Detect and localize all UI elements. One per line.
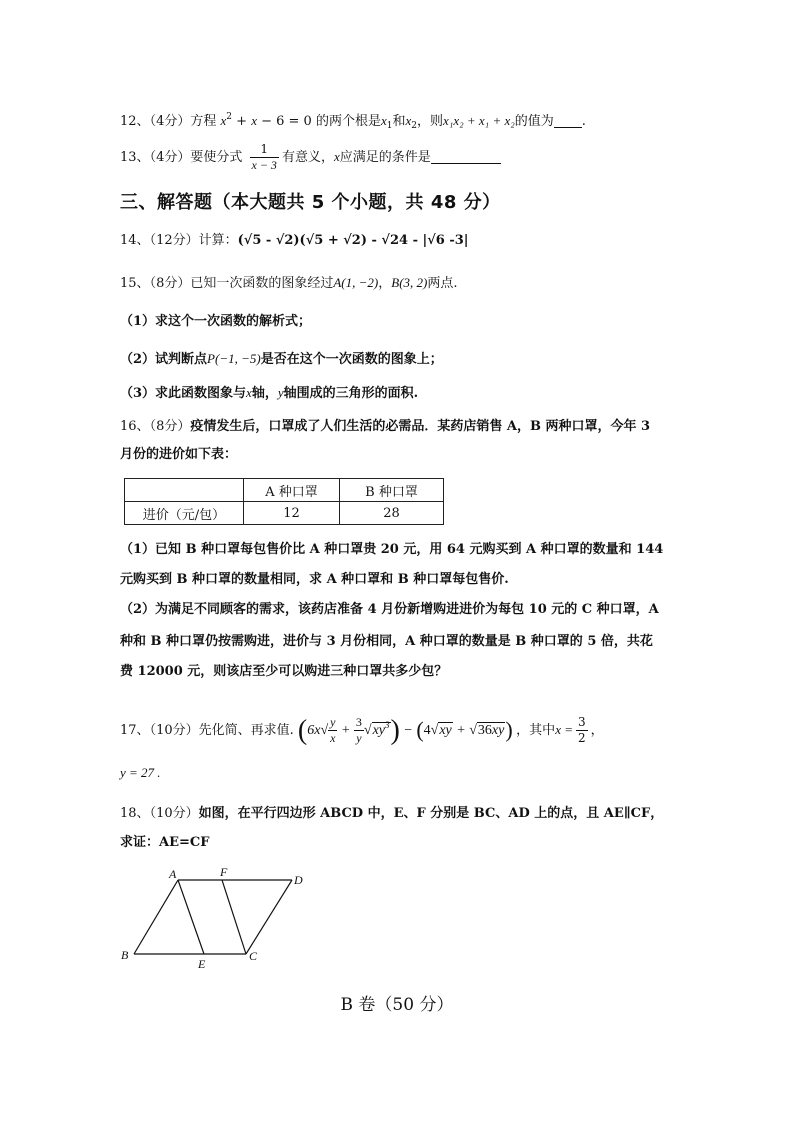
question-16: 16、（8分）疫情发生后，口罩成了人们生活的必需品．某药店销售 A，B 两种口罩，今年 3 [120, 419, 651, 434]
answer-blank [554, 113, 582, 128]
question-16-part-2-line-1: （2）为满足不同顾客的需求，该药店准备 4 月份新增购进进价为每包 10 元的 C 种口罩，A [120, 602, 659, 617]
question-text: 轴， [251, 386, 278, 401]
question-text: ，其中 [516, 723, 556, 738]
table-row-label: 进价（元/包） [125, 502, 244, 525]
question-score: （8分） [149, 276, 191, 291]
question-text: 的两个根是 [315, 114, 381, 129]
vertex-label-b: B [121, 948, 129, 962]
math-var: x [220, 113, 227, 128]
question-12: 12、（4分）方程 $x^2 + x - 6 = 0$ 的两个根是$x_1$和$x_2$，则x₁x₂ + x₁ + x₂的值为 . [120, 112, 586, 131]
question-15-part-2 [120, 350, 443, 369]
point-p: P(−1, −5) [207, 351, 261, 366]
question-text: ， [590, 723, 604, 738]
question-17: 17、（10分）先化简、再求值. (6x√ $\frac{y}{x}$ + $\frac{3}{y}$ $√xy^3) - (4√xy + √36xy)$ ，其中x = $\frac{3}{2}$ ， [120, 715, 604, 746]
table-row [125, 502, 444, 525]
question-text: 方程 [190, 114, 217, 129]
vertex-label-a: A [169, 867, 177, 881]
parallelogram-figure [112, 862, 312, 974]
table-cell: 12 [244, 502, 340, 525]
table-header-cell [125, 479, 244, 502]
math-var: y [277, 385, 284, 400]
vertex-label-f: F [220, 865, 228, 879]
question-18-line-2: 求证：AE=CF [120, 835, 210, 850]
math-op: − 6 = 0 [256, 114, 312, 129]
segment-dc [246, 880, 292, 954]
question-text: （2）试判断点 [120, 352, 208, 367]
question-15-part-3 [120, 384, 418, 403]
question-score: （12分） [149, 233, 199, 248]
math-subscript: 1 [386, 121, 393, 131]
question-text: 和 [392, 114, 406, 129]
question-score: （10分） [149, 723, 199, 738]
question-text: 的值为 [514, 114, 554, 129]
question-text: 要使分式 [190, 150, 243, 165]
fraction [576, 715, 588, 746]
question-17-y-value: y = 27 . [120, 765, 161, 780]
point-b: B(3, 2) [391, 275, 428, 290]
question-text: 先化简、再求值. [198, 723, 294, 738]
question-text: 疫情发生后，口罩成了人们生活的必需品．某药店销售 A，B 两种口罩，今年 3 [190, 419, 651, 434]
math-exponent: 2 [226, 112, 233, 122]
table-header-cell: B 种口罩 [340, 479, 444, 502]
question-number: 17 [120, 723, 137, 738]
point-a: A(1, −2) [333, 275, 379, 290]
segment-ab [134, 880, 178, 954]
question-15-part-1: （1）求这个一次函数的解析式； [120, 314, 312, 329]
math-var: x [246, 385, 252, 400]
question-score: （10分） [149, 806, 199, 821]
question-text: 已知一次函数的图象经过 [190, 276, 334, 291]
question-number: 12 [120, 114, 137, 129]
question-16-part-2-line-2: 种和 B 种口罩仍按需购进，进价与 3 月份相同，A 种口罩的数量是 B 种口罩的 5 倍，共花 [120, 634, 653, 649]
question-text: . [581, 114, 586, 129]
question-16-part-1-line-1: （1）已知 B 种口罩每包售价比 A 种口罩贵 20 元，用 64 元购买到 A 种口罩的数量和 144 [120, 542, 664, 557]
question-number: 18 [120, 806, 137, 821]
question-text: 有意义， [281, 150, 334, 165]
segment-cf [222, 880, 246, 954]
table-header-row [125, 479, 444, 502]
math-expression: x₁x₂ + x₁ + x₂ [443, 113, 515, 128]
math-var: x [380, 113, 387, 128]
vertex-label-e: E [198, 957, 206, 971]
table-cell: 28 [340, 502, 444, 525]
fraction-numerator: 3 [577, 715, 586, 729]
math-expression: (√5 - √2)(√5 + √2) - √24 - |√6 -3| [237, 233, 469, 248]
question-text: 计算： [198, 233, 238, 248]
math-op: + [232, 114, 252, 129]
question-number: 14 [120, 233, 137, 248]
question-text: 如图，在平行四边形 ABCD 中，E、F 分别是 BC、AD 上的点，且 AE∥CF， [198, 806, 664, 821]
section-heading: 三、解答题（本大题共 5 个小题，共 48 分） [120, 192, 501, 213]
answer-blank [431, 149, 501, 164]
question-score: （8分） [149, 419, 191, 434]
question-score: （4分） [149, 114, 191, 129]
question-text: 轴围成的三角形的面积. [283, 386, 419, 401]
fraction-denominator: x − 3 [251, 158, 277, 172]
vertex-label-c: C [249, 949, 258, 963]
math-var: x = [555, 722, 573, 737]
question-text: 应满足的条件是 [339, 150, 431, 165]
fraction-numerator: 1 [250, 142, 279, 158]
fraction [250, 142, 279, 173]
question-13: 13、（4分）要使分式 $\frac{1}{x - 3}$ 有意义，x应满足的条件是 [120, 142, 501, 173]
question-16-part-1-line-2: 元购买到 B 种口罩的数量相同，求 A 种口罩和 B 种口罩每包售价. [120, 572, 509, 587]
question-16-part-2-line-3: 费 12000 元，则该店至少可以购进三种口罩共多少包？ [120, 664, 448, 679]
question-text: （3）求此函数图象与 [120, 386, 247, 401]
math-subscript: 2 [411, 121, 418, 131]
question-text: 两点. [427, 276, 458, 291]
question-15: 15、（8分）已知一次函数的图象经过A(1, −2)，B(3, 2)两点. [120, 275, 458, 291]
question-18: 18、（10分）如图，在平行四边形 ABCD 中，E、F 分别是 BC、AD 上的点，且 AE∥CF， [120, 806, 664, 821]
price-table [124, 478, 444, 525]
table-header-cell: A 种口罩 [244, 479, 340, 502]
fraction-denominator: 2 [577, 731, 586, 745]
question-number: 16 [120, 419, 137, 434]
question-score: （4分） [149, 150, 191, 165]
vertex-label-d: D [294, 873, 303, 887]
question-text: 是否在这个一次函数的图象上； [260, 352, 443, 367]
question-number: 15 [120, 276, 137, 291]
math-var: x [405, 113, 412, 128]
question-number: 13 [120, 150, 137, 165]
math-expression: (6x√ $\frac{y}{x}$ + $\frac{3}{y}$ $√xy^3) - (4√xy + √36xy)$ [297, 715, 513, 746]
math-var: x [251, 113, 257, 128]
segment-ae [178, 880, 204, 954]
question-14: 14、（12分）计算：(√5 - √2)(√5 + √2) - √24 - |√6 -3| [120, 233, 469, 248]
section-b-title: B 卷（50 分） [340, 995, 454, 1015]
question-text: ，则 [417, 114, 444, 129]
math-var: x [333, 149, 340, 164]
question-16-line-2: 月份的进价如下表： [120, 447, 238, 462]
question-text: ， [378, 276, 392, 291]
